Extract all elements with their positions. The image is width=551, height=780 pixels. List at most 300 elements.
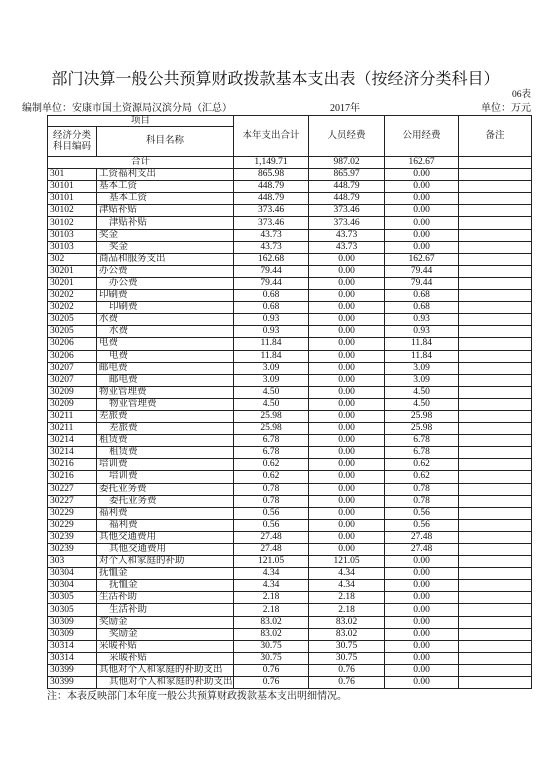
row-name: 办公费 [97,277,234,289]
row-code: 303 [48,556,97,568]
row-public: 0.78 [385,495,459,507]
row-name: 培训费 [97,459,234,471]
row-code: 30207 [48,374,97,386]
table-row [48,181,532,193]
footnote: 注：本表反映部门本年度一般公共预算财政拨款基本支出明细情况。 [47,691,347,702]
row-remark [459,302,532,314]
amount-unit: 单位：万元 [481,103,531,114]
row-remark [459,483,532,495]
row-code: 30201 [48,277,97,289]
row-public: 0.78 [385,483,459,495]
row-personnel: 4.34 [309,580,385,592]
row-public: 0.68 [385,290,459,302]
header-personnel: 人员经费 [309,116,385,157]
row-code: 30227 [48,483,97,495]
row-personnel: 0.00 [309,362,385,374]
row-public: 0.00 [385,604,459,616]
table-row [48,447,532,459]
row-total: 2.18 [234,592,309,604]
row-public: 4.50 [385,386,459,398]
row-remark [459,265,532,277]
row-remark [459,169,532,181]
row-code: 30305 [48,604,97,616]
table-row [48,471,532,483]
table-row [48,544,532,556]
row-code: 30103 [48,241,97,253]
table-row [48,302,532,314]
row-total: 25.98 [234,423,309,435]
row-public: 0.00 [385,169,459,181]
row-total: 25.98 [234,410,309,422]
row-public: 0.00 [385,241,459,253]
table-row [48,253,532,265]
row-personnel: 43.73 [309,241,385,253]
report-meta-row [22,103,531,115]
report-title: 部门决算一般公共预算财政拨款基本支出表（按经济分类科目） [51,71,500,88]
row-personnel: 0.00 [309,447,385,459]
row-total: 4.34 [234,580,309,592]
row-name: 采暖补贴 [97,640,234,652]
row-total: 0.56 [234,507,309,519]
row-remark [459,229,532,241]
row-name: 奖金 [97,241,234,253]
row-code: 30309 [48,628,97,640]
row-public: 0.00 [385,556,459,568]
row-total: 448.79 [234,181,309,193]
row-public: 0.93 [385,326,459,338]
header-name: 科目名称 [97,127,234,157]
row-remark [459,677,532,689]
row-total: 4.50 [234,398,309,410]
row-name: 生活补助 [97,604,234,616]
header-code-line-2: 科目编码 [52,141,91,152]
table-row [48,169,532,181]
row-remark [459,519,532,531]
table-row [48,531,532,543]
row-remark [459,640,532,652]
row-public: 0.00 [385,229,459,241]
row-public: 0.00 [385,205,459,217]
row-total: 0.93 [234,326,309,338]
row-public: 3.09 [385,374,459,386]
row-remark [459,205,532,217]
row-name: 差旅费 [97,410,234,422]
row-code: 30201 [48,265,97,277]
row-code: 30227 [48,495,97,507]
row-name: 水费 [97,326,234,338]
row-code: 30399 [48,677,97,689]
row-name: 其他对个人和家庭的补助支出 [97,664,234,676]
total-label: 合计 [48,157,234,169]
row-code: 302 [48,253,97,265]
header-public: 公用经费 [385,116,459,157]
row-total: 79.44 [234,277,309,289]
table-row [48,193,532,205]
row-name: 工资福利支出 [97,169,234,181]
row-personnel: 373.46 [309,205,385,217]
row-personnel: 0.00 [309,435,385,447]
row-total: 0.76 [234,664,309,676]
row-total: 0.68 [234,302,309,314]
table-row [48,277,532,289]
row-remark [459,362,532,374]
row-code: 30239 [48,531,97,543]
row-public: 6.78 [385,447,459,459]
row-name: 奖金 [97,229,234,241]
row-remark [459,435,532,447]
row-name: 生活补助 [97,592,234,604]
row-total: 865.98 [234,169,309,181]
row-remark [459,338,532,350]
row-code: 30304 [48,568,97,580]
org-unit: 编制单位：安康市国土资源局汉滨分局（汇总） [22,103,232,114]
row-personnel: 30.75 [309,652,385,664]
row-remark [459,447,532,459]
row-code: 30207 [48,362,97,374]
table-row [48,205,532,217]
row-remark [459,277,532,289]
row-total: 4.50 [234,386,309,398]
row-public: 27.48 [385,531,459,543]
row-public: 0.00 [385,616,459,628]
row-public: 79.44 [385,277,459,289]
row-remark [459,459,532,471]
row-remark [459,652,532,664]
row-remark [459,628,532,640]
row-personnel: 0.00 [309,519,385,531]
total-amount: 1,149.71 [234,157,309,169]
row-name: 培训费 [97,471,234,483]
table-row [48,519,532,531]
table-row [48,459,532,471]
row-personnel: 2.18 [309,604,385,616]
row-code: 30214 [48,447,97,459]
row-personnel: 30.75 [309,640,385,652]
table-row [48,314,532,326]
table-row [48,423,532,435]
total-personnel: 987.02 [309,157,385,169]
row-total: 373.46 [234,217,309,229]
table-row [48,229,532,241]
row-total: 0.78 [234,483,309,495]
expenditure-table [47,115,532,689]
row-remark [459,495,532,507]
table-row [48,616,532,628]
row-public: 0.00 [385,628,459,640]
row-name: 委托业务费 [97,483,234,495]
row-total: 2.18 [234,604,309,616]
table-row [48,398,532,410]
row-public: 0.00 [385,193,459,205]
row-name: 基本工资 [97,181,234,193]
table-row [48,604,532,616]
row-total: 0.62 [234,471,309,483]
row-remark [459,314,532,326]
row-remark [459,181,532,193]
row-personnel: 0.00 [309,507,385,519]
row-total: 0.56 [234,519,309,531]
total-row [48,157,532,169]
row-personnel: 448.79 [309,193,385,205]
table-row [48,664,532,676]
row-remark [459,568,532,580]
table-row [48,338,532,350]
table-row [48,217,532,229]
row-personnel: 0.00 [309,265,385,277]
row-code: 30101 [48,181,97,193]
row-public: 25.98 [385,410,459,422]
row-total: 373.46 [234,205,309,217]
row-personnel: 0.00 [309,495,385,507]
table-row [48,556,532,568]
total-public: 162.67 [385,157,459,169]
row-code: 30239 [48,544,97,556]
row-personnel: 373.46 [309,217,385,229]
total-remark [459,157,532,169]
row-personnel: 0.00 [309,386,385,398]
row-name: 电费 [97,350,234,362]
row-public: 0.62 [385,471,459,483]
row-personnel: 448.79 [309,181,385,193]
row-public: 0.00 [385,580,459,592]
header-total: 本年支出合计 [234,116,309,157]
row-total: 27.48 [234,531,309,543]
row-code: 30314 [48,652,97,664]
row-name: 津贴补贴 [97,205,234,217]
row-personnel: 0.00 [309,459,385,471]
row-code: 30101 [48,193,97,205]
table-body [48,157,532,689]
row-remark [459,556,532,568]
table-row [48,495,532,507]
table-row [48,483,532,495]
row-remark [459,604,532,616]
row-public: 3.09 [385,362,459,374]
row-code: 30202 [48,302,97,314]
table-row [48,628,532,640]
row-total: 79.44 [234,265,309,277]
row-name: 水费 [97,314,234,326]
row-name: 办公费 [97,265,234,277]
table-row [48,265,532,277]
row-total: 3.09 [234,374,309,386]
row-personnel: 0.00 [309,326,385,338]
table-row [48,640,532,652]
row-total: 43.73 [234,241,309,253]
row-personnel: 0.00 [309,253,385,265]
row-name: 采暖补贴 [97,652,234,664]
row-personnel: 0.00 [309,302,385,314]
row-code: 30304 [48,580,97,592]
row-public: 0.00 [385,181,459,193]
row-remark [459,290,532,302]
row-total: 0.76 [234,677,309,689]
row-name: 租赁费 [97,435,234,447]
row-total: 4.34 [234,568,309,580]
row-code: 30202 [48,290,97,302]
row-name: 租赁费 [97,447,234,459]
form-number: 06表 [511,90,531,100]
row-total: 6.78 [234,447,309,459]
row-name: 对个人和家庭的补助 [97,556,234,568]
row-total: 27.48 [234,544,309,556]
row-name: 其他对个人和家庭的补助支出 [97,677,234,689]
table-row [48,241,532,253]
row-code: 30229 [48,507,97,519]
row-total: 121.05 [234,556,309,568]
row-personnel: 0.00 [309,398,385,410]
row-remark [459,507,532,519]
row-code: 30103 [48,229,97,241]
row-personnel: 4.34 [309,568,385,580]
row-remark [459,193,532,205]
row-personnel: 0.00 [309,544,385,556]
table-row [48,362,532,374]
row-remark [459,580,532,592]
row-total: 0.68 [234,290,309,302]
row-public: 11.84 [385,338,459,350]
row-code: 30229 [48,519,97,531]
row-name: 邮电费 [97,362,234,374]
row-total: 11.84 [234,338,309,350]
row-name: 其他交通费用 [97,531,234,543]
row-remark [459,398,532,410]
row-public: 0.00 [385,217,459,229]
header-code-line-1: 经济分类 [52,130,91,141]
row-remark [459,386,532,398]
row-remark [459,592,532,604]
row-public: 0.00 [385,664,459,676]
row-public: 25.98 [385,423,459,435]
row-remark [459,410,532,422]
row-public: 0.00 [385,677,459,689]
row-code: 301 [48,169,97,181]
row-remark [459,253,532,265]
row-personnel: 0.00 [309,531,385,543]
row-personnel: 0.00 [309,338,385,350]
row-name: 邮电费 [97,374,234,386]
row-personnel: 121.05 [309,556,385,568]
row-name: 印刷费 [97,302,234,314]
row-public: 0.56 [385,519,459,531]
row-public: 79.44 [385,265,459,277]
row-personnel: 83.02 [309,628,385,640]
row-name: 委托业务费 [97,495,234,507]
row-personnel: 0.00 [309,374,385,386]
row-personnel: 0.00 [309,277,385,289]
row-name: 差旅费 [97,423,234,435]
table-row [48,374,532,386]
row-code: 30305 [48,592,97,604]
row-code: 30102 [48,217,97,229]
table-row [48,592,532,604]
row-code: 30211 [48,423,97,435]
row-remark [459,241,532,253]
row-name: 物业管理费 [97,398,234,410]
row-public: 6.78 [385,435,459,447]
table-row [48,290,532,302]
row-code: 30206 [48,338,97,350]
row-code: 30399 [48,664,97,676]
row-personnel: 0.00 [309,350,385,362]
row-name: 福利费 [97,507,234,519]
row-public: 0.93 [385,314,459,326]
row-name: 福利费 [97,519,234,531]
header-remark: 备注 [459,116,532,157]
row-remark [459,471,532,483]
report-year: 2017年 [330,103,360,114]
row-total: 3.09 [234,362,309,374]
row-code: 30314 [48,640,97,652]
header-code [48,127,97,157]
row-remark [459,616,532,628]
row-total: 0.78 [234,495,309,507]
row-public: 0.00 [385,652,459,664]
header-row-1 [48,116,532,127]
row-code: 30216 [48,471,97,483]
row-remark [459,326,532,338]
row-name: 津贴补贴 [97,217,234,229]
row-name: 基本工资 [97,193,234,205]
row-total: 6.78 [234,435,309,447]
row-total: 83.02 [234,616,309,628]
row-total: 11.84 [234,350,309,362]
row-code: 30205 [48,326,97,338]
row-personnel: 0.00 [309,471,385,483]
row-public: 4.50 [385,398,459,410]
row-total: 83.02 [234,628,309,640]
row-name: 抚恤金 [97,580,234,592]
row-code: 30209 [48,398,97,410]
table-row [48,507,532,519]
row-remark [459,350,532,362]
row-public: 11.84 [385,350,459,362]
row-personnel: 0.00 [309,410,385,422]
row-code: 30211 [48,410,97,422]
row-total: 162.68 [234,253,309,265]
row-personnel: 0.76 [309,664,385,676]
table-row [48,410,532,422]
row-personnel: 0.00 [309,423,385,435]
row-public: 27.48 [385,544,459,556]
row-remark [459,544,532,556]
table-row [48,326,532,338]
header-project: 项目 [48,116,234,127]
row-code: 30205 [48,314,97,326]
table-row [48,580,532,592]
row-name: 其他交通费用 [97,544,234,556]
row-total: 43.73 [234,229,309,241]
row-code: 30102 [48,205,97,217]
row-personnel: 865.97 [309,169,385,181]
table-row [48,652,532,664]
row-personnel: 0.00 [309,483,385,495]
table-row [48,435,532,447]
row-personnel: 83.02 [309,616,385,628]
table-row [48,350,532,362]
row-name: 印刷费 [97,290,234,302]
row-remark [459,664,532,676]
row-personnel: 2.18 [309,592,385,604]
row-code: 30209 [48,386,97,398]
row-remark [459,374,532,386]
row-total: 30.75 [234,640,309,652]
row-personnel: 43.73 [309,229,385,241]
row-public: 0.56 [385,507,459,519]
row-code: 30309 [48,616,97,628]
row-total: 0.62 [234,459,309,471]
row-code: 30216 [48,459,97,471]
